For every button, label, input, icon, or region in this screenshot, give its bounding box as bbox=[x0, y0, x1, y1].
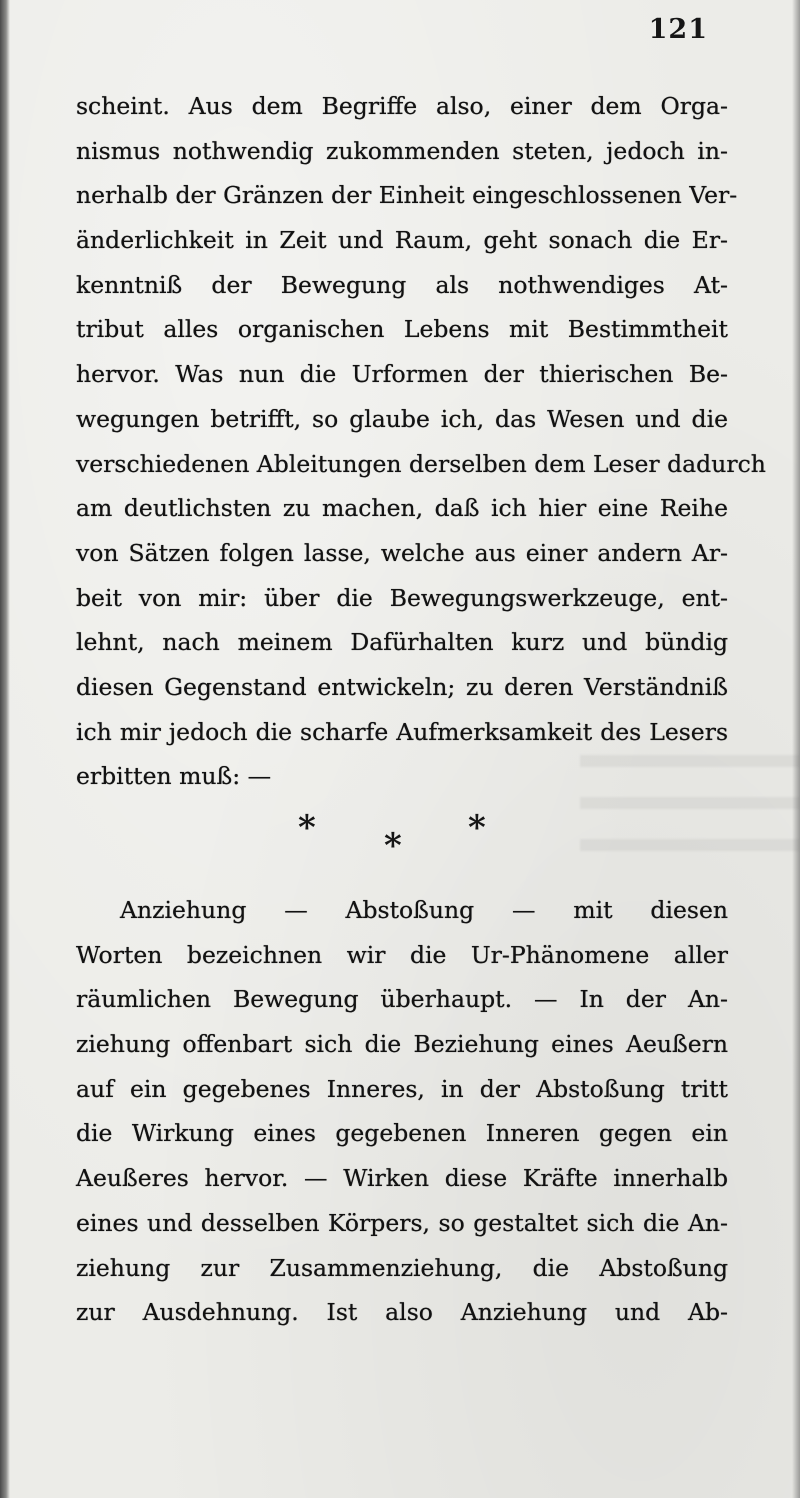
text-line: scheint. Aus dem Begriffe also, einer dem Orga- bbox=[76, 92, 728, 120]
asterisk: * bbox=[468, 808, 486, 848]
text-line: lehnt, nach meinem Dafürhalten kurz und bündig bbox=[76, 628, 728, 657]
text-line: diesen Gegenstand entwickeln; zu deren Verständniß bbox=[76, 672, 728, 701]
asterisk: * bbox=[298, 808, 316, 848]
text-line: Anziehung — Abstoßung — mit diesen bbox=[120, 896, 728, 924]
text-line: räumlichen Bewegung überhaupt. — In der An- bbox=[76, 985, 728, 1014]
text-line: auf ein gegebenes Inneres, in der Abstoßung tritt bbox=[76, 1074, 728, 1103]
text-line: tribut alles organischen Lebens mit Bestimmtheit bbox=[76, 315, 728, 344]
text-line: am deutlichsten zu machen, daß ich hier eine Reihe bbox=[76, 494, 728, 523]
paragraph-1 bbox=[76, 84, 766, 799]
text-line: wegungen betrifft, so glaube ich, das Wesen und die bbox=[76, 404, 728, 433]
text-line: von Sätzen folgen lasse, welche aus einer andern Ar- bbox=[76, 538, 728, 567]
text-line: änderlichkeit in Zeit und Raum, geht sonach die Er- bbox=[76, 226, 728, 255]
text-line: Worten bezeichnen wir die Ur-Phänomene aller bbox=[76, 940, 728, 969]
text-line: ich mir jedoch die scharfe Aufmerksamkeit des Lesers bbox=[76, 717, 728, 746]
page-right-edge-shadow bbox=[792, 0, 800, 1498]
text-line: die Wirkung eines gegebenen Inneren gegen ein bbox=[76, 1119, 728, 1148]
text-line: nismus nothwendig zukommenden steten, jedoch in- bbox=[76, 136, 728, 165]
text-line: zur Ausdehnung. Ist also Anziehung und Ab- bbox=[76, 1298, 728, 1327]
text-line: kenntniß der Bewegung als nothwendiges At- bbox=[76, 270, 728, 299]
text-line: ziehung offenbart sich die Beziehung eines Aeußern bbox=[76, 1030, 728, 1059]
text-line: hervor. Was nun die Urformen der thierischen Be- bbox=[76, 360, 728, 389]
text-line: verschiedenen Ableitungen derselben dem Leser dadurch bbox=[76, 449, 766, 478]
text-line: beit von mir: über die Bewegungswerkzeuge, ent- bbox=[76, 583, 728, 612]
asterisk: * bbox=[384, 826, 402, 866]
text-line: ziehung zur Zusammenziehung, die Abstoßung bbox=[76, 1253, 728, 1282]
paragraph-2 bbox=[76, 888, 728, 1335]
text-line: nerhalb der Gränzen der Einheit eingeschlossenen Ver- bbox=[76, 181, 738, 210]
text-line: Aeußeres hervor. — Wirken diese Kräfte innerhalb bbox=[76, 1164, 728, 1193]
text-line: erbitten muß: — bbox=[76, 762, 272, 791]
text-line: eines und desselben Körpers, so gestaltet sich die An- bbox=[76, 1208, 728, 1237]
page-left-edge-shadow bbox=[0, 0, 10, 1498]
page-number: 121 bbox=[648, 14, 708, 45]
